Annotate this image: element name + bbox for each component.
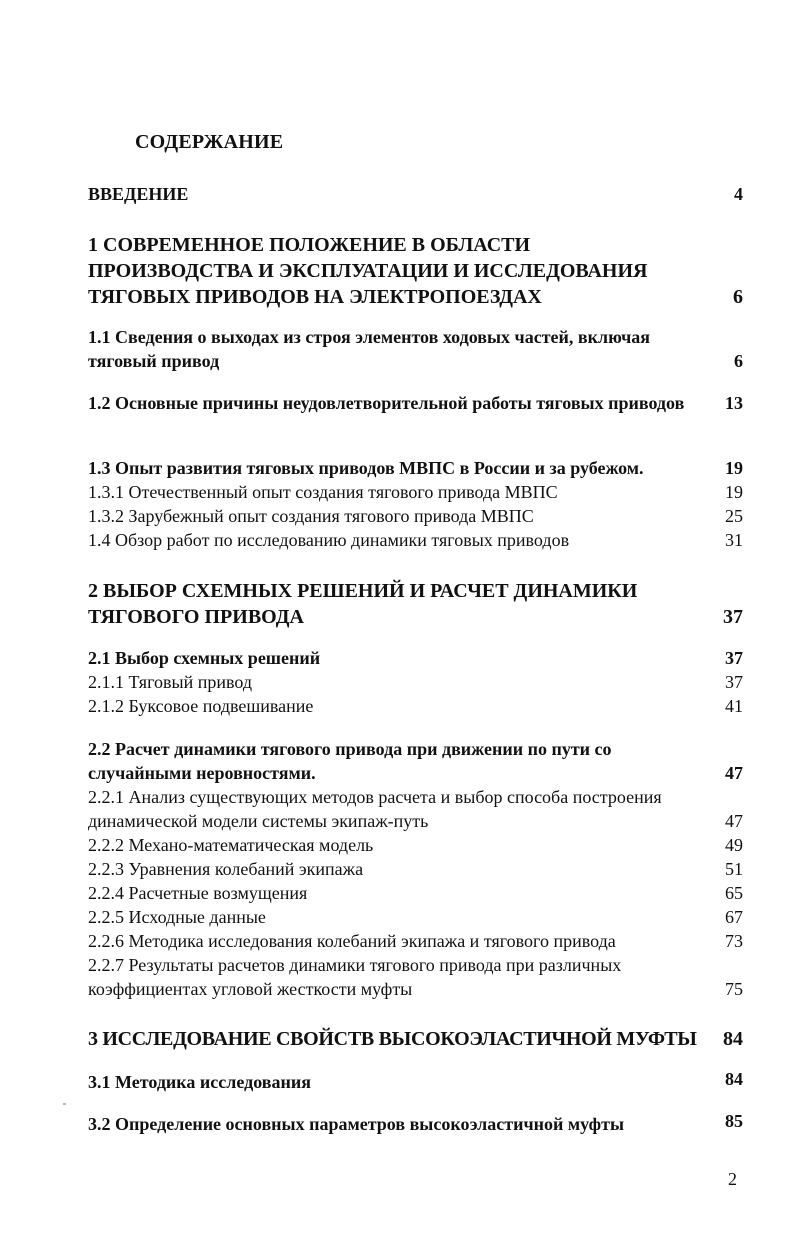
toc-entry-1-4[interactable] [88,528,743,552]
toc-entry-page: 6 [733,286,743,308]
toc-entry-1-2[interactable] [88,391,743,415]
toc-entry-text: 2.2.4 Расчетные возмущения [88,883,308,903]
toc-entry-page: 75 [725,979,743,999]
toc-entry-chapter-3[interactable] [88,1026,743,1052]
toc-entry-2-2-7[interactable] [88,953,743,1001]
toc-entry-text: 2.1 Выбор схемных решений [88,648,321,668]
toc-entry-2-2-6[interactable] [88,929,743,953]
toc-entry-1-3-2[interactable] [88,504,743,528]
toc-entry-2-2-2[interactable] [88,833,743,857]
toc-entry-page: 84 [723,1028,743,1050]
toc-entry-text: 2.2.1 Анализ существующих методов расчета и выбор способа построения динамической модели системы экипаж-путь [88,787,662,831]
toc-entry-text: 1.3 Опыт развития тяговых приводов МВПС в России и за рубежом. [88,458,644,478]
toc-entry-text: 3.2 Определение основных параметров высокоэластичной муфты [88,1114,625,1134]
toc-entry-chapter-1[interactable] [88,232,743,310]
toc-entry-introduction[interactable] [88,182,743,206]
toc-entry-page: 37 [723,606,743,628]
toc-entry-text: 1.3.1 Отечественный опыт создания тягового привода МВПС [88,482,558,502]
toc-entry-text: 2.2.3 Уравнения колебаний экипажа [88,859,364,879]
toc-entry-text: 2.1.2 Буксовое подвешивание [88,696,314,716]
toc-entry-page: 49 [725,835,743,855]
toc-entry-2-2-4[interactable] [88,881,743,905]
toc-entry-1-1[interactable] [88,325,743,373]
scan-speck [63,1103,66,1105]
toc-entry-1-3-1[interactable] [88,480,743,504]
toc-entry-text: 2.2 Расчет динамики тягового привода при движении по пути со случайными неровностями. [88,739,612,783]
toc-entry-page: 84 [725,1069,743,1089]
toc-entry-2-2-5[interactable] [88,905,743,929]
toc-entry-page: 4 [734,184,743,204]
toc-entry-text: 1.1 Сведения о выходах из строя элементов ходовых частей, включая тяговый привод [88,327,651,371]
toc-entry-2-1-1[interactable] [88,670,743,694]
toc-entry-page: 73 [725,931,743,951]
toc-entry-text: 3.1 Методика исследования [88,1072,311,1092]
toc-title: СОДЕРЖАНИЕ [135,131,284,153]
toc-entry-page: 37 [725,648,743,668]
toc-entry-page: 67 [725,907,743,927]
toc-entry-page: 41 [725,696,743,716]
toc-entry-text: 3 ИССЛЕДОВАНИЕ СВОЙСТВ ВЫСОКОЭЛАСТИЧНОЙ МУФТЫ [88,1028,697,1050]
toc-entry-text: ВВЕДЕНИЕ [88,184,189,204]
toc-entry-page: 51 [725,859,743,879]
toc-entry-text: 2.2.2 Механо-математическая модель [88,835,374,855]
toc-entry-page: 37 [725,672,743,692]
toc-entry-text: 2 ВЫБОР СХЕМНЫХ РЕШЕНИЙ И РАСЧЕТ ДИНАМИКИ ТЯГОВОГО ПРИВОДА [88,580,638,628]
toc-entry-page: 47 [725,763,743,783]
toc-entry-3-2[interactable] [88,1112,743,1136]
toc-entry-1-3[interactable] [88,456,743,480]
toc-entry-text: 2.2.5 Исходные данные [88,907,266,927]
toc-entry-page: 85 [725,1111,743,1131]
toc-entry-page: 25 [725,506,743,526]
toc-entry-2-2-1[interactable] [88,785,743,833]
toc-entry-page: 31 [725,530,743,550]
page-number: 2 [728,1169,737,1189]
toc-entry-chapter-2[interactable] [88,578,743,630]
toc-entry-text: 2.1.1 Тяговый привод [88,672,253,692]
toc-entry-text: 2.2.6 Методика исследования колебаний экипажа и тягового привода [88,931,616,951]
toc-entry-text: 1.2 Основные причины неудовлетворительной работы тяговых приводов [88,393,685,413]
toc-entry-page: 65 [725,883,743,903]
toc-entry-text: 2.2.7 Результаты расчетов динамики тягового привода при различных коэффициентах угловой жесткости муфты [88,955,622,999]
toc-entry-page: 47 [725,811,743,831]
toc-entry-text: 1 СОВРЕМЕННОЕ ПОЛОЖЕНИЕ В ОБЛАСТИ ПРОИЗВОДСТВА И ЭКСПЛУАТАЦИИ И ИССЛЕДОВАНИЯ ТЯГОВЫХ ПРИВОДОВ НА ЭЛЕКТРОПОЕЗДАХ [88,234,648,308]
toc-entry-text: 1.4 Обзор работ по исследованию динамики тяговых приводов [88,530,570,550]
toc-entry-page: 19 [725,482,743,502]
toc-entry-page: 6 [734,351,743,371]
toc-entry-page: 19 [725,458,743,478]
toc-entry-2-1-2[interactable] [88,694,743,718]
toc-entry-2-2-3[interactable] [88,857,743,881]
toc-entry-page: 13 [725,393,743,413]
toc-entry-2-2[interactable] [88,737,743,785]
toc-entry-text: 1.3.2 Зарубежный опыт создания тягового привода МВПС [88,506,534,526]
toc-entry-3-1[interactable] [88,1070,743,1094]
toc-entry-2-1[interactable] [88,646,743,670]
